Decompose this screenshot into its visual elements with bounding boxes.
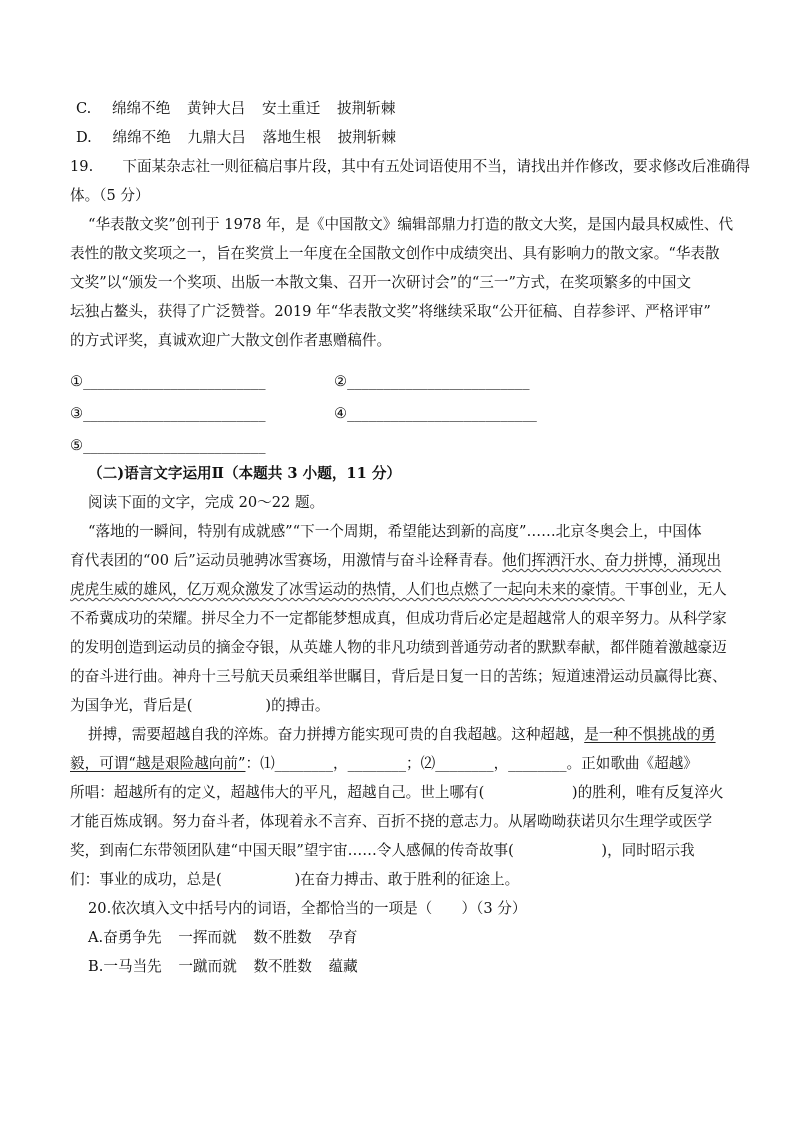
answer-blank-2[interactable]: ②_________________________	[334, 373, 530, 390]
answer-blank-1[interactable]: ①_________________________	[70, 373, 266, 390]
option-word: 绵绵不绝	[112, 129, 171, 146]
option-word: 奋勇争先	[103, 929, 162, 946]
q19-stem-line2: 体。（5 分）	[70, 187, 150, 204]
passage-line: 不希冀成功的荣耀。拼尽全力不一定都能梦想成真，但成功背后必定是超越常人的艰辛努力。从科学家	[70, 610, 727, 627]
option-word: 数不胜数	[253, 929, 312, 946]
passage-line: 奖，到南仁东带领团队建“中国天眼”望宇宙……令人感佩的传奇故事( )，同时昭示我	[70, 842, 695, 859]
passage-line: 为国争光，背后是( )的搏击。	[70, 697, 330, 714]
answer-blank-4[interactable]: ④__________________________	[334, 405, 537, 422]
answer-blank-5[interactable]: ⑤_________________________	[70, 437, 266, 454]
q20-option-a	[88, 928, 750, 948]
passage-text: ：⑴________，________；⑵________，________。正如歌曲《超越》	[245, 755, 698, 772]
option-word: 一挥而就	[178, 929, 237, 946]
option-label: C.	[76, 100, 92, 117]
option-word: 披荆斩棘	[337, 129, 396, 146]
passage-text: 拼搏，需要超越自我的淬炼。奋力拼搏方能实现可贵的自我超越。这种超越，	[88, 726, 585, 743]
option-word: 披荆斩棘	[337, 100, 396, 117]
option-word: 蕴藏	[328, 958, 358, 975]
q19-passage-line: 的方式评奖，真诚欢迎广大散文创作者惠赠稿件。	[70, 332, 392, 349]
q20-option-b	[88, 957, 750, 977]
passage-line: 的发明创造到运动员的摘金夺银，从英雄人物的非凡功绩到普通劳动者的默默奉献，都伴随着激越豪迈	[70, 639, 727, 656]
section-heading: （二)语言文字运用Ⅱ（本题共 3 小题，11 分）	[88, 465, 402, 482]
passage-line	[70, 580, 750, 600]
passage-line	[70, 754, 750, 774]
q18-option-c	[76, 99, 756, 119]
option-word: 数不胜数	[253, 958, 312, 975]
passage-line: “落地的一瞬间，特别有成就感”“下一个周期，希望能达到新的高度”……北京冬奥会上，中国体	[88, 523, 702, 540]
wavy-underlined-sentence: 他们挥洒汗水、奋力拼博，涌现出	[502, 552, 722, 569]
q20-stem: 20.依次填入文中括号内的词语，全都恰当的一项是（ ）（3 分）	[88, 900, 527, 917]
passage-line: 才能百炼成钢。努力奋斗者，体现着永不言弃、百折不挠的意志力。从屠呦呦获诺贝尔生理学或医学	[70, 813, 713, 830]
passage-line: 的奋斗进行曲。神舟十三号航天员乘组举世瞩目，背后是日复一日的苦练；短道速滑运动员赢得比赛、	[70, 668, 727, 685]
option-word: 孕育	[328, 929, 358, 946]
passage-line: 所唱：超越所有的定义，超越伟大的平凡，超越自己。世上哪有( )的胜利，唯有反复淬火	[70, 784, 724, 801]
underlined-sentence: 毅，可谓“越是艰险越向前”	[70, 755, 246, 772]
q19-passage-line: 坛独占鳌头，获得了广泛赞誉。2019 年“华表散文奖”将继续采取“公开征稿、自荐参评、严格评审”	[70, 303, 711, 320]
option-word: 安土重迁	[262, 100, 321, 117]
option-word: 绵绵不绝	[111, 100, 171, 117]
option-word: 九鼎大吕	[187, 129, 246, 146]
q19-stem-line1: 19. 下面某杂志社一则征稿启事片段，其中有五处词语使用不当，请找出并作修改，要求修改后准确得	[70, 158, 750, 175]
q18-option-d	[76, 128, 756, 148]
passage-text: 育代表团的“00 后”运动员驰骋冰雪赛场，用激情与奋斗诠释青春。	[70, 552, 503, 569]
passage-line	[88, 725, 750, 745]
q19-passage-line: 表性的散文奖项之一，旨在奖赏上一年度在全国散文创作中成绩突出、具有影响力的散文家。“华表散	[70, 245, 720, 262]
q19-passage-line: 文奖”以“颁发一个奖项、出版一本散文集、召开一次研讨会”的“三一”方式，在奖项繁多的中国文	[70, 274, 692, 291]
wavy-underlined-sentence: 虎虎生威的雄风，亿万观众激发了冰雪运动的热情，人们也点燃了一起向未来的豪情。	[70, 581, 625, 598]
passage-line: 们：事业的成功，总是( )在奋力搏击、敢于胜利的征途上。	[70, 871, 520, 888]
q19-passage-line: “华表散文奖”创刊于 1978 年，是《中国散文》编辑部鼎力打造的散文大奖，是国内最具权威性、代	[88, 216, 734, 233]
reading-instruction: 阅读下面的文字，完成 20～22 题。	[88, 494, 325, 511]
option-word: 黄钟大吕	[186, 100, 246, 117]
option-word: 一马当先	[103, 958, 162, 975]
option-word: 一蹴而就	[178, 958, 237, 975]
option-word: 落地生根	[262, 129, 321, 146]
passage-line	[70, 551, 750, 571]
option-label: A.	[88, 929, 104, 946]
option-label: B.	[88, 958, 104, 975]
answer-blank-3[interactable]: ③_________________________	[70, 405, 266, 422]
passage-text: 干事创业，无人	[624, 581, 727, 598]
underlined-sentence: 是一种不惧挑战的勇	[584, 726, 716, 743]
option-label: D.	[76, 129, 92, 146]
